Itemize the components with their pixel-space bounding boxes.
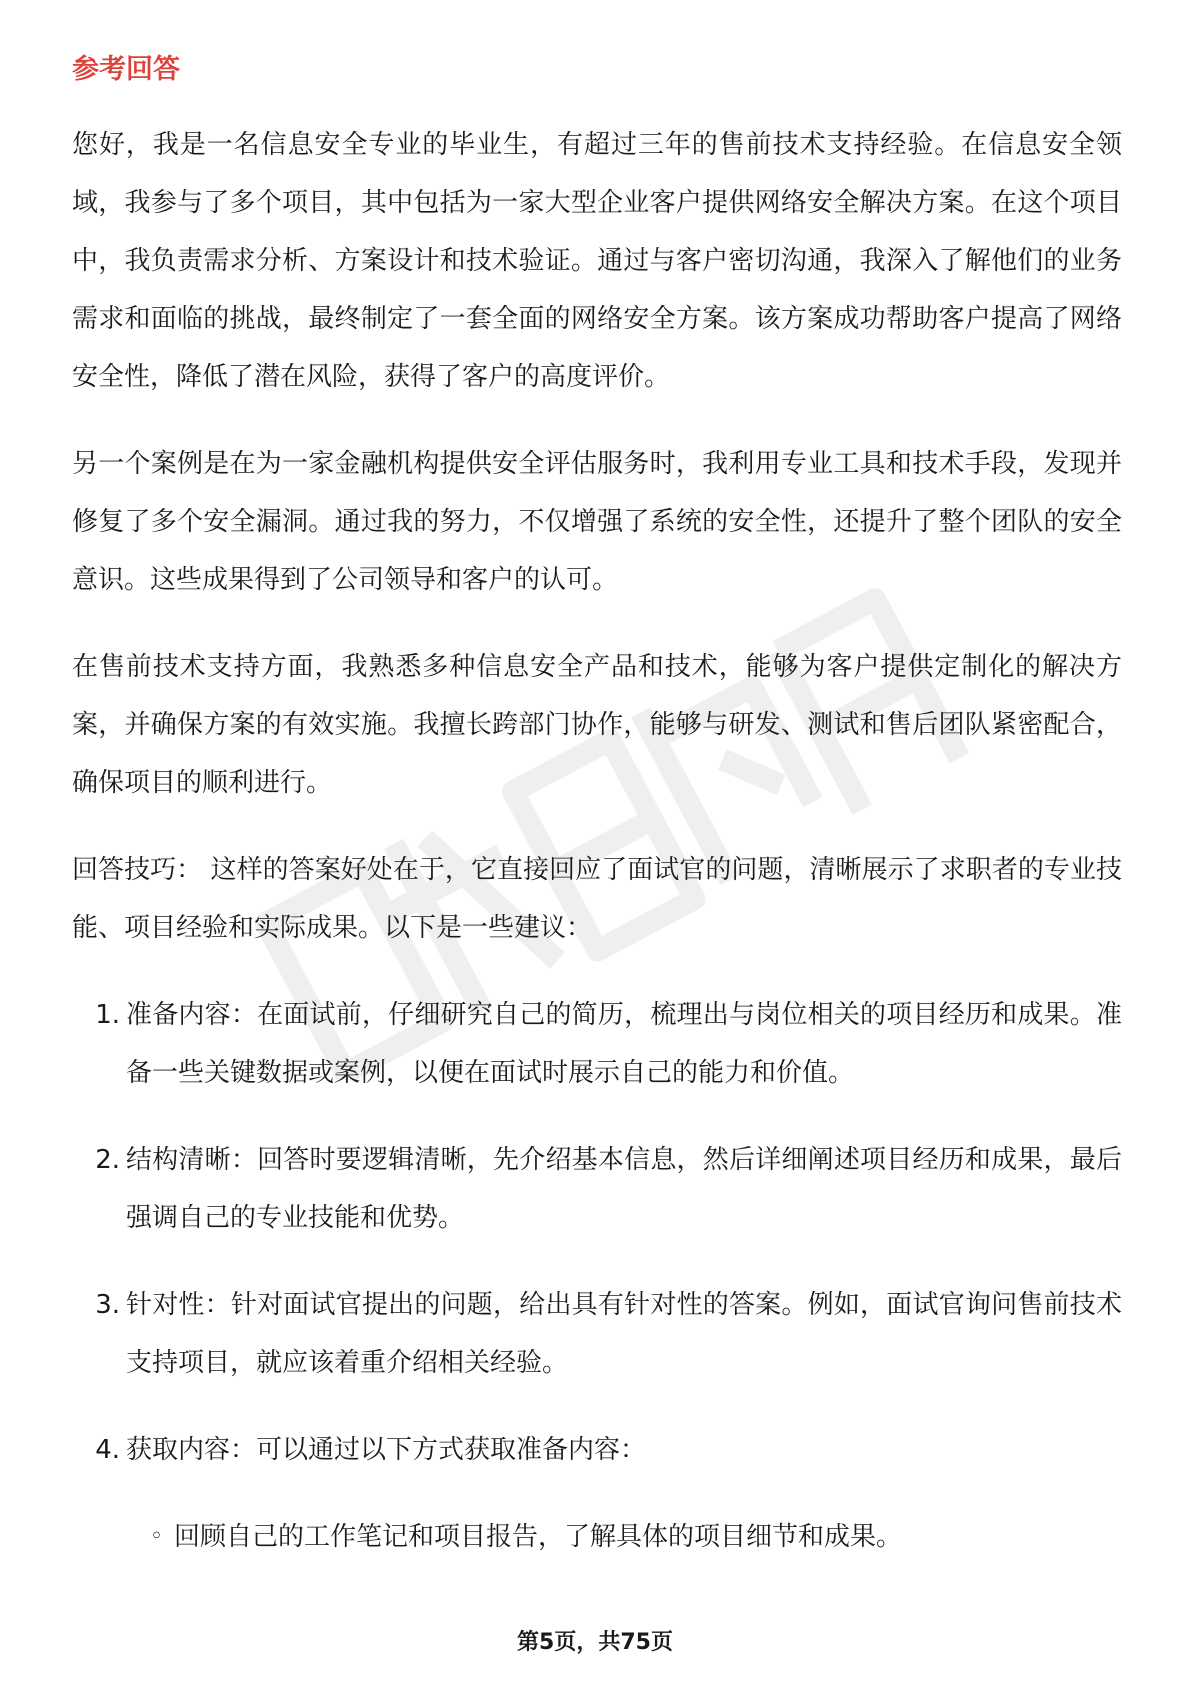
answer-paragraph: 在售前技术支持方面，我熟悉多种信息安全产品和技术，能够为客户提供定制化的解决方案，并确保方案的有效实施。我擅长跨部门协作，能够与研发、测试和售后团队紧密配合，确保项目的顺利进行。 [72, 652, 1122, 798]
list-item-text: 准备内容：在面试前，仔细研究自己的简历，梳理出与岗位相关的项目经历和成果。准备一些关键数据或案例，以便在面试时展示自己的能力和价值。 [126, 1000, 1122, 1088]
list-item-text: 结构清晰：回答时要逻辑清晰，先介绍基本信息，然后详细阐述项目经历和成果，最后强调自己的专业技能和优势。 [126, 1145, 1122, 1233]
tips-list [72, 986, 1122, 1479]
section-heading: 参考回答 [72, 54, 180, 85]
sub-list-item-text: 回顾自己的工作笔记和项目报告，了解具体的项目细节和成果。 [174, 1522, 903, 1552]
hollow-bullet-icon: ◦ [150, 1524, 163, 1549]
list-item [72, 986, 1122, 1102]
tips-paragraph: 回答技巧： 这样的答案好处在于，它直接回应了面试官的问题，清晰展示了求职者的专业技能、项目经验和实际成果。以下是一些建议： [72, 855, 1122, 943]
list-item-number: 1. [95, 1000, 120, 1030]
sub-list-item [72, 1508, 1122, 1566]
list-item-number: 2. [95, 1145, 120, 1175]
list-item [72, 1276, 1122, 1392]
list-item [72, 1421, 1122, 1479]
answer-content [72, 116, 1122, 1566]
list-item [72, 1131, 1122, 1247]
list-item-text: 获取内容：可以通过以下方式获取准备内容： [126, 1435, 647, 1465]
list-item-number: 3. [95, 1290, 120, 1320]
page-number: 第5页，共75页 [517, 1630, 673, 1655]
list-item-number: 4. [95, 1435, 120, 1465]
list-item-text: 针对性：针对面试官提出的问题，给出具有针对性的答案。例如，面试官询问售前技术支持项目，就应该着重介绍相关经验。 [126, 1290, 1122, 1378]
answer-paragraph: 您好，我是一名信息安全专业的毕业生，有超过三年的售前技术支持经验。在信息安全领域，我参与了多个项目，其中包括为一家大型企业客户提供网络安全解决方案。在这个项目中，我负责需求分析、方案设计和技术验证。通过与客户密切沟通，我深入了解他们的业务需求和面临的挑战，最终制定了一套全面的网络安全方案。该方案成功帮助客户提高了网络安全性，降低了潜在风险，获得了客户的高度评价。 [72, 130, 1122, 392]
answer-paragraph: 另一个案例是在为一家金融机构提供安全评估服务时，我利用专业工具和技术手段，发现并修复了多个安全漏洞。通过我的努力，不仅增强了系统的安全性，还提升了整个团队的安全意识。这些成果得到了公司领导和客户的认可。 [72, 449, 1122, 595]
